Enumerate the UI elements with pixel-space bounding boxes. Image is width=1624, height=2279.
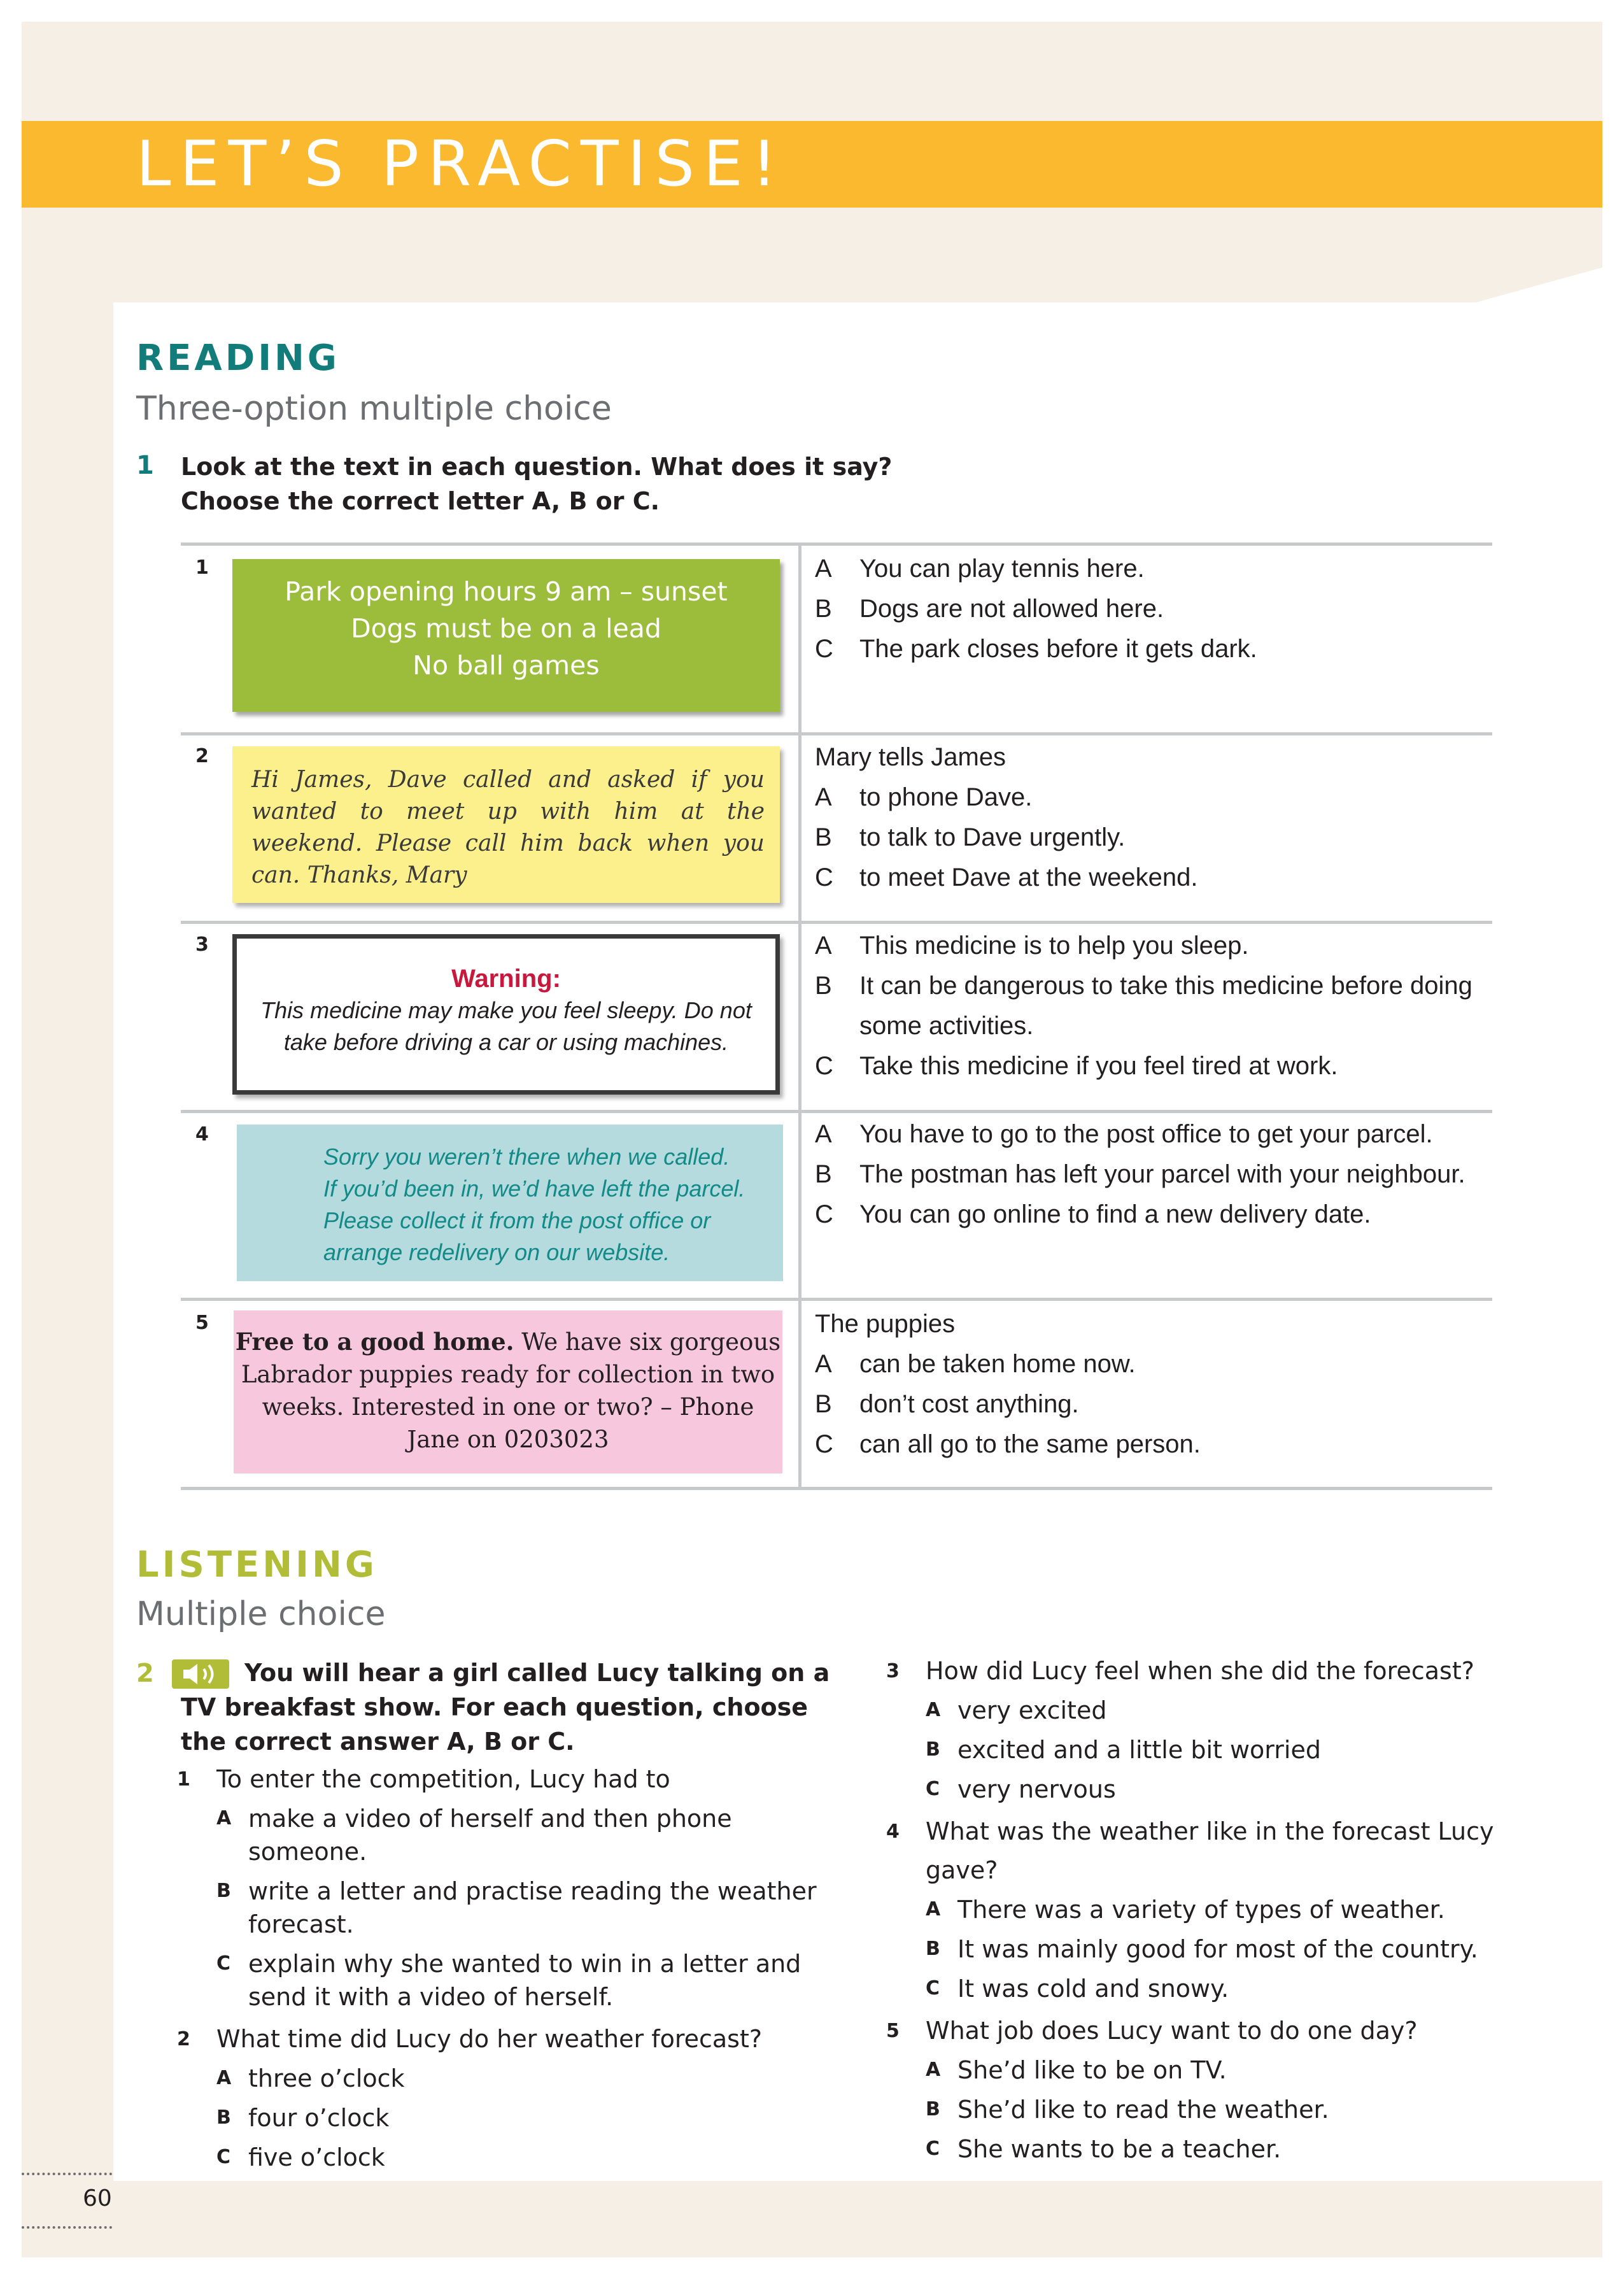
notice-line: Dogs must be on a lead	[351, 613, 661, 644]
question-number: 1	[177, 1768, 190, 1791]
answer-option	[815, 777, 1490, 818]
option-letter: C	[815, 1430, 833, 1458]
answer-option	[886, 2093, 1523, 2126]
answer-option	[886, 2133, 1523, 2166]
question-stem: Mary tells James	[815, 743, 1006, 771]
option-text: write a letter and practise reading the weather forecast.	[248, 1877, 817, 1938]
option-text: This medicine is to help you sleep.	[859, 932, 1249, 960]
question-text: What time did Lucy do her weather forecast?	[216, 2025, 763, 2053]
option-letter: A	[216, 2067, 232, 2089]
option-letter: B	[815, 1390, 832, 1418]
question-stem: The puppies	[815, 1310, 956, 1338]
option-text: to meet Dave at the weekend.	[859, 863, 1198, 891]
option-letter: A	[926, 1898, 941, 1920]
question-number: 3	[886, 1660, 900, 1682]
option-letter: B	[815, 1160, 832, 1188]
answer-option	[815, 858, 1490, 898]
warning-text: This medicine may make you feel sleepy. Do not take before driving a car or using machines.	[260, 997, 752, 1055]
option-text: can all go to the same person.	[859, 1430, 1201, 1458]
table-divider	[181, 1110, 1492, 1113]
answer-option	[177, 2062, 826, 2095]
question-text: What job does Lucy want to do one day?	[926, 2017, 1418, 2045]
option-text: She’d like to read the weather.	[957, 2096, 1329, 2124]
listening-heading: LISTENING	[136, 1544, 378, 1586]
option-text: explain why she wanted to win in a letter and send it with a video of herself.	[248, 1950, 801, 2011]
answer-option	[815, 926, 1490, 966]
option-letter: A	[926, 2059, 941, 2081]
option-letter: A	[815, 783, 832, 811]
answer-options	[815, 549, 1490, 669]
option-letter: B	[926, 1738, 940, 1761]
question-text: To enter the competition, Lucy had to	[216, 1765, 670, 1793]
park-sign	[232, 559, 780, 712]
listening-subheading: Multiple choice	[136, 1595, 386, 1633]
option-letter: A	[815, 1350, 832, 1378]
answer-option	[815, 1046, 1490, 1086]
table-divider	[181, 921, 1492, 924]
option-letter: A	[815, 932, 832, 960]
answer-option	[886, 1773, 1523, 1806]
option-letter: C	[926, 2138, 940, 2160]
task-instruction: You will hear a girl called Lucy talking on a TV breakfast show. For each question, choose the correct answer A, B or C.	[181, 1659, 830, 1756]
answer-option	[177, 1802, 826, 1868]
question-text: What was the weather like in the forecast Lucy gave?	[926, 1817, 1494, 1884]
table-divider	[181, 1487, 1492, 1490]
puppies-advert	[234, 1310, 782, 1473]
option-letter: B	[815, 823, 832, 851]
table-column-divider	[798, 543, 801, 1490]
option-letter: C	[815, 1200, 833, 1228]
option-letter: B	[216, 1880, 231, 1902]
question-number: 4	[886, 1821, 900, 1843]
notice-line: Park opening hours 9 am – sunset	[285, 576, 728, 607]
option-letter: B	[926, 2098, 940, 2120]
answer-option	[177, 2141, 826, 2174]
answer-options	[815, 1304, 1490, 1465]
option-text: five o’clock	[248, 2143, 385, 2171]
option-text: It was mainly good for most of the country.	[957, 1935, 1478, 1963]
option-text: The postman has left your parcel with your neighbour.	[859, 1160, 1465, 1188]
reading-heading: READING	[136, 337, 340, 379]
reading-subheading: Three-option multiple choice	[136, 390, 612, 428]
option-letter: C	[815, 863, 833, 891]
option-text: to phone Dave.	[859, 783, 1033, 811]
notice-line: arrange redelivery on our website.	[323, 1239, 670, 1265]
question-number: 4	[195, 1123, 209, 1146]
option-letter: B	[815, 595, 832, 623]
table-divider	[181, 1298, 1492, 1301]
question-number: 2	[177, 2028, 190, 2050]
answer-option	[886, 1893, 1523, 1926]
listening-question	[177, 1760, 826, 1799]
notice-line: Please collect it from the post office or	[323, 1207, 711, 1233]
task-number: 2	[136, 1659, 154, 1688]
answer-option	[815, 818, 1490, 858]
option-text: You can play tennis here.	[859, 555, 1145, 583]
option-text: The park closes before it gets dark.	[859, 635, 1257, 663]
option-text: make a video of herself and then phone someone.	[248, 1805, 732, 1866]
option-letter: A	[815, 1120, 832, 1148]
answer-option	[815, 589, 1490, 629]
answer-options	[815, 1114, 1490, 1235]
page-number: 60	[83, 2185, 112, 2212]
question-number: 5	[195, 1312, 209, 1334]
listening-question	[886, 2012, 1523, 2050]
option-letter: B	[926, 1938, 940, 1960]
listening-questions-left	[177, 1760, 826, 2180]
option-text: to talk to Dave urgently.	[859, 823, 1126, 851]
option-text: four o’clock	[248, 2104, 390, 2132]
answer-option	[815, 1384, 1490, 1424]
footer-dotted-rule	[22, 2173, 112, 2175]
answer-option	[886, 1933, 1523, 1966]
advert-headline: Free to a good home.	[235, 1328, 514, 1356]
answer-options	[815, 737, 1490, 898]
option-text: There was a variety of types of weather.	[957, 1896, 1445, 1924]
table-divider	[181, 732, 1492, 735]
option-letter: C	[926, 1977, 940, 1999]
option-letter: C	[815, 1052, 833, 1080]
option-text: She’d like to be on TV.	[957, 2056, 1227, 2084]
option-text: You can go online to find a new delivery date.	[859, 1200, 1371, 1228]
answer-option	[886, 1733, 1523, 1766]
notice-line: Sorry you weren’t there when we called.	[323, 1144, 730, 1170]
option-text: very nervous	[957, 1775, 1116, 1803]
question-number: 2	[195, 745, 209, 767]
listening-questions-right	[886, 1652, 1523, 2172]
answer-option	[177, 2101, 826, 2134]
task-number: 1	[136, 451, 154, 480]
option-text: It can be dangerous to take this medicine before doing some activities.	[859, 972, 1472, 1040]
option-letter: A	[815, 555, 832, 583]
notice-line: If you’d been in, we’d have left the parcel.	[323, 1175, 745, 1202]
answer-option	[177, 1875, 826, 1941]
answer-option	[815, 549, 1490, 589]
notice-line: No ball games	[413, 650, 600, 681]
option-letter: C	[926, 1778, 940, 1800]
answer-option	[886, 2054, 1523, 2087]
option-letter: C	[216, 1952, 231, 1975]
listening-question	[177, 2020, 826, 2059]
answer-option	[815, 1195, 1490, 1235]
option-text: It was cold and snowy.	[957, 1975, 1229, 2003]
question-number: 5	[886, 2020, 900, 2042]
option-text: don’t cost anything.	[859, 1390, 1079, 1418]
table-divider	[181, 543, 1492, 546]
footer-dotted-rule	[22, 2226, 112, 2229]
warning-title: Warning:	[451, 965, 561, 993]
question-text: How did Lucy feel when she did the forecast?	[926, 1657, 1474, 1685]
answer-option	[815, 1424, 1490, 1465]
option-text: very excited	[957, 1696, 1107, 1724]
answer-option	[815, 966, 1490, 1046]
answer-options	[815, 926, 1490, 1086]
listening-question	[886, 1652, 1523, 1691]
page-title: LET’S PRACTISE!	[136, 128, 786, 201]
option-text: You have to go to the post office to get your parcel.	[859, 1120, 1433, 1148]
option-letter: C	[216, 2146, 231, 2168]
option-text: can be taken home now.	[859, 1350, 1136, 1378]
option-text: excited and a little bit worried	[957, 1736, 1321, 1764]
option-letter: A	[216, 1807, 232, 1829]
option-letter: A	[926, 1699, 941, 1721]
question-number: 3	[195, 934, 209, 956]
option-text: Take this medicine if you feel tired at work.	[859, 1052, 1338, 1080]
listening-question	[886, 1812, 1523, 1890]
option-letter: C	[815, 635, 833, 663]
option-text: She wants to be a teacher.	[957, 2135, 1282, 2163]
warning-label	[232, 934, 780, 1095]
answer-option	[177, 1947, 826, 2013]
option-text: three o’clock	[248, 2064, 405, 2092]
answer-option	[815, 1154, 1490, 1195]
answer-option	[815, 1344, 1490, 1384]
option-letter: B	[815, 972, 832, 1000]
answer-option	[815, 1114, 1490, 1154]
answer-option	[886, 1694, 1523, 1727]
answer-option	[815, 629, 1490, 669]
option-letter: B	[216, 2106, 231, 2129]
question-number: 1	[195, 557, 209, 579]
handwritten-note: Hi James, Dave called and asked if you wanted to meet up with him at the weekend. Please call him back when you can. Thanks, Mary	[232, 746, 780, 903]
task-instruction: Look at the text in each question. What does it say? Choose the correct letter A, B or C.	[181, 453, 893, 515]
answer-option	[886, 1972, 1523, 2005]
delivery-card	[237, 1125, 783, 1281]
option-text: Dogs are not allowed here.	[859, 595, 1164, 623]
advert-text: We have six gorgeous Labrador puppies ready for collection in two weeks. Interested in one or two? – Phone Jane on 0203023	[241, 1328, 781, 1453]
